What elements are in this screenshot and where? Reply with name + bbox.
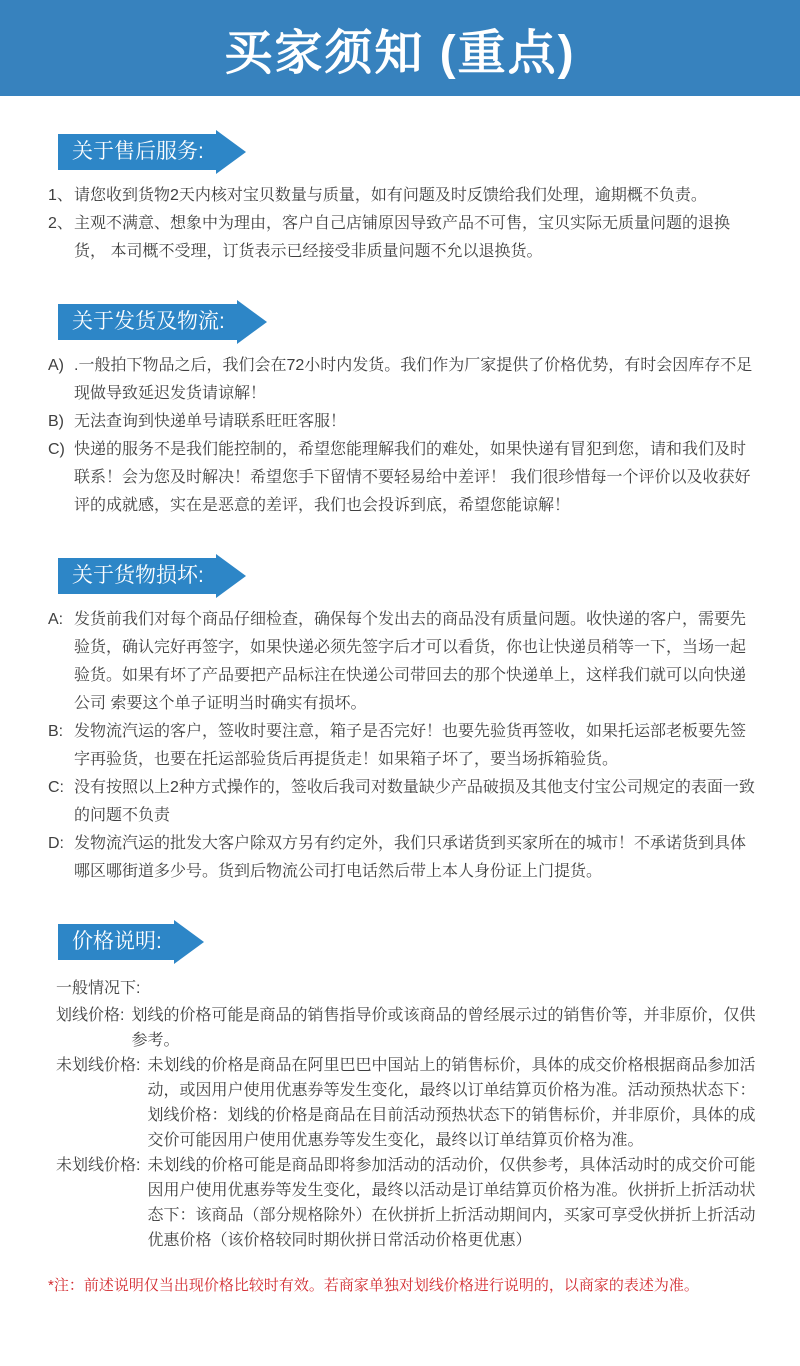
list-item xyxy=(48,436,756,520)
item-text: 请您收到货物2天内核对宝贝数量与质量，如有问题及时反馈给我们处理，逾期概不负责。 xyxy=(74,187,707,204)
item-marker: C) xyxy=(48,441,65,458)
arrow-right-icon xyxy=(174,920,204,964)
list-item xyxy=(48,718,756,774)
item-marker: C: xyxy=(48,779,64,796)
section-damage xyxy=(0,554,800,886)
item-marker: A: xyxy=(48,611,64,628)
shipping-list xyxy=(48,352,756,520)
item-text: 发货前我们对每个商品仔细检查，确保每个发出去的商品没有质量问题。收快递的客户，需要先验货，确认完好再签字，如果快递必须先签字后才可以看货，你也让快递员稍等一下，当场一起验货。如果有坏了产品要把产品标注在快递公司带回去的那个快递单上，这样我们就可以向快递公司 索要这个单子证明当时确实有损坏。 xyxy=(74,611,747,712)
item-marker: 2、 xyxy=(48,215,73,232)
pricing-entry xyxy=(56,1003,760,1053)
page-title: 买家须知 (重点) xyxy=(224,26,576,80)
section-pricing xyxy=(0,920,800,1253)
shipping-heading: 关于发货及物流: xyxy=(58,304,237,340)
pricing-entry-text: 划线的价格可能是商品的销售指导价或该商品的曾经展示过的销售价等，并非原价，仅供参考。 xyxy=(131,1007,756,1049)
after-sales-heading-banner xyxy=(58,130,800,174)
pricing-entry-text: 未划线的价格可能是商品即将参加活动的活动价，仅供参考，具体活动时的成交价可能因用户使用优惠券等发生变化，最终以活动是订单结算页价格为准。伙拼折上折活动状态下：该商品（部分规格除外）在伙拼折上折活动期间内，买家可享受伙拼折上折活动优惠价格（该价格较同时期伙拼日常活动价格更优惠） xyxy=(147,1157,756,1249)
item-text: 主观不满意、想象中为理由，客户自己店铺原因导致产品不可售，宝贝实际无质量问题的退换货， 本司概不受理，订货表示已经接受非质量问题不允以退换货。 xyxy=(74,215,731,260)
pricing-heading: 价格说明: xyxy=(58,924,174,960)
damage-heading-banner xyxy=(58,554,800,598)
pricing-entry-label: 划线价格: xyxy=(56,1007,125,1024)
pricing-entry-text: 未划线的价格是商品在阿里巴巴中国站上的销售标价，具体的成交价格根据商品参加活动，或因用户使用优惠券等发生变化，最终以订单结算页价格为准。活动预热状态下：划线价格：划线的价格是商品在目前活动预热状态下的销售标价，并非原价，具体的成交价可能因用户使用优惠券等发生变化，最终以订单结算页价格为准。 xyxy=(147,1057,756,1149)
page-header xyxy=(0,0,800,96)
item-marker: B: xyxy=(48,723,64,740)
list-item xyxy=(48,830,756,886)
item-marker: B) xyxy=(48,413,64,430)
pricing-heading-banner xyxy=(58,920,800,964)
list-item xyxy=(48,352,756,408)
arrow-right-icon xyxy=(216,130,246,174)
pricing-entry xyxy=(56,1053,760,1153)
list-item xyxy=(48,210,756,266)
list-item xyxy=(48,408,756,436)
pricing-entry-label: 未划线价格: xyxy=(56,1157,141,1174)
pricing-body xyxy=(56,976,760,1253)
list-item xyxy=(48,606,756,718)
item-text: 快递的服务不是我们能控制的，希望您能理解我们的难处，如果快递有冒犯到您，请和我们及时联系！会为您及时解决！希望您手下留情不要轻易给中差评！ 我们很珍惜每一个评价以及收获好评的成就感，实在是恶意的差评，我们也会投诉到底，希望您能谅解！ xyxy=(74,441,751,514)
section-after-sales xyxy=(0,130,800,266)
item-text: 无法查询到快递单号请联系旺旺客服！ xyxy=(74,413,347,430)
item-marker: D: xyxy=(48,835,64,852)
after-sales-heading: 关于售后服务: xyxy=(58,134,216,170)
arrow-right-icon xyxy=(216,554,246,598)
pricing-entry xyxy=(56,1153,760,1253)
item-text: 发物流汽运的批发大客户除双方另有约定外，我们只承诺货到买家所在的城市！不承诺货到具体哪区哪街道多少号。货到后物流公司打电话然后带上本人身份证上门提货。 xyxy=(74,835,747,880)
price-footnote: *注：前述说明仅当出现价格比较时有效。若商家单独对划线价格进行说明的，以商家的表述为准。 xyxy=(48,1277,699,1294)
item-marker: 1、 xyxy=(48,187,73,204)
damage-list xyxy=(48,606,756,886)
arrow-right-icon xyxy=(237,300,267,344)
pricing-entry-label: 未划线价格: xyxy=(56,1057,141,1074)
item-text: 发物流汽运的客户，签收时要注意，箱子是否完好！也要先验货再签收，如果托运部老板要先签字再验货，也要在托运部验货后再提货走！如果箱子坏了，要当场拆箱验货。 xyxy=(74,723,747,768)
pricing-intro: 一般情况下: xyxy=(56,980,141,997)
list-item xyxy=(48,182,756,210)
shipping-heading-banner xyxy=(58,300,800,344)
item-marker: A) xyxy=(48,357,64,374)
damage-heading: 关于货物损坏: xyxy=(58,558,216,594)
item-text: 没有按照以上2种方式操作的，签收后我司对数量缺少产品破损及其他支付宝公司规定的表面一致的问题不负责 xyxy=(74,779,755,824)
list-item xyxy=(48,774,756,830)
after-sales-list xyxy=(48,182,756,266)
item-text: .一般拍下物品之后，我们会在72小时内发货。我们作为厂家提供了价格优势，有时会因库存不足现做导致延迟发货请谅解！ xyxy=(74,357,753,402)
section-shipping xyxy=(0,300,800,520)
